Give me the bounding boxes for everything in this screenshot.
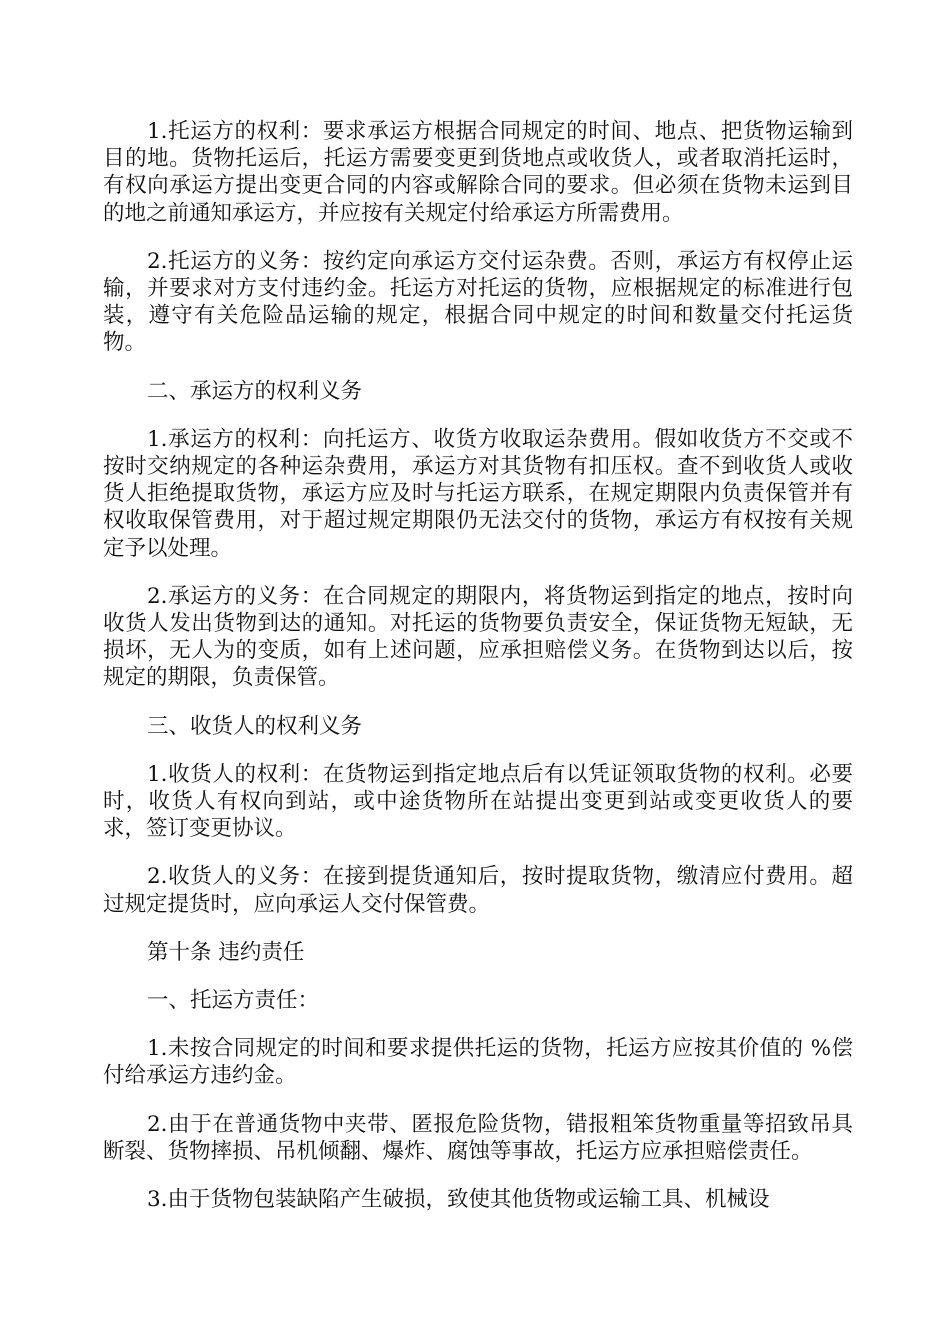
paragraph-shipper-obligations: 2.托运方的义务：按约定向承运方交付运杂费。否则，承运方有权停止运输，并要求对方支付违约金。托运方对托运的货物，应根据规定的标准进行包装，遵守有关危险品运输的规定，根据合同中规定的时间和数量交付托运货物。	[103, 248, 853, 356]
paragraph-liability-3: 3.由于货物包装缺陷产生破损，致使其他货物或运输工具、机械设	[147, 1187, 770, 1213]
section-heading-carrier: 二、承运方的权利义务	[147, 378, 363, 404]
paragraph-consignee-rights: 1.收货人的权利：在货物运到指定地点后有以凭证领取货物的权利。必要时，收货人有权向到站，或中途货物所在站提出变更到站或变更收货人的要求，签订变更协议。	[103, 761, 853, 842]
paragraph-carrier-rights: 1.承运方的权利：向托运方、收货方收取运杂费用。假如收货方不交或不按时交纳规定的各种运杂费用，承运方对其货物有扣压权。查不到收货人或收货人拒绝提取货物，承运方应及时与托运方联系，在规定期限内负责保管并有权收取保管费用，对于超过规定期限仍无法交付的货物，承运方有权按有关规定予以处理。	[103, 426, 853, 561]
paragraph-carrier-obligations: 2.承运方的义务：在合同规定的期限内，将货物运到指定的地点，按时向收货人发出货物到达的通知。对托运的货物要负责安全，保证货物无短缺，无损坏，无人为的变质，如有上述问题，应承担赔偿义务。在货物到达以后，按规定的期限，负责保管。	[103, 583, 853, 691]
paragraph-liability-1: 1.未按合同规定的时间和要求提供托运的货物，托运方应按其价值的 %偿付给承运方违约金。	[103, 1036, 853, 1089]
paragraph-shipper-rights: 1.托运方的权利：要求承运方根据合同规定的时间、地点、把货物运输到目的地。货物托运后，托运方需要变更到货地点或收货人，或者取消托运时，有权向承运方提出变更合同的内容或解除合同的要求。但必须在货物未运到目的地之前通知承运方，并应按有关规定付给承运方所需费用。	[103, 119, 853, 226]
article-heading-liability: 第十条 违约责任	[147, 939, 305, 965]
document-body	[103, 118, 853, 1234]
paragraph-liability-2: 2.由于在普通货物中夹带、匿报危险货物，错报粗笨货物重量等招致吊具断裂、货物摔损、吊机倾翻、爆炸、腐蚀等事故，托运方应承担赔偿责任。	[103, 1111, 853, 1164]
section-heading-shipper-liability: 一、托运方责任：	[147, 988, 320, 1014]
section-heading-consignee: 三、收货人的权利义务	[147, 713, 363, 739]
paragraph-consignee-obligations: 2.收货人的义务：在接到提货通知后，按时提取货物，缴清应付费用。超过规定提货时，应向承运人交付保管费。	[103, 864, 853, 917]
